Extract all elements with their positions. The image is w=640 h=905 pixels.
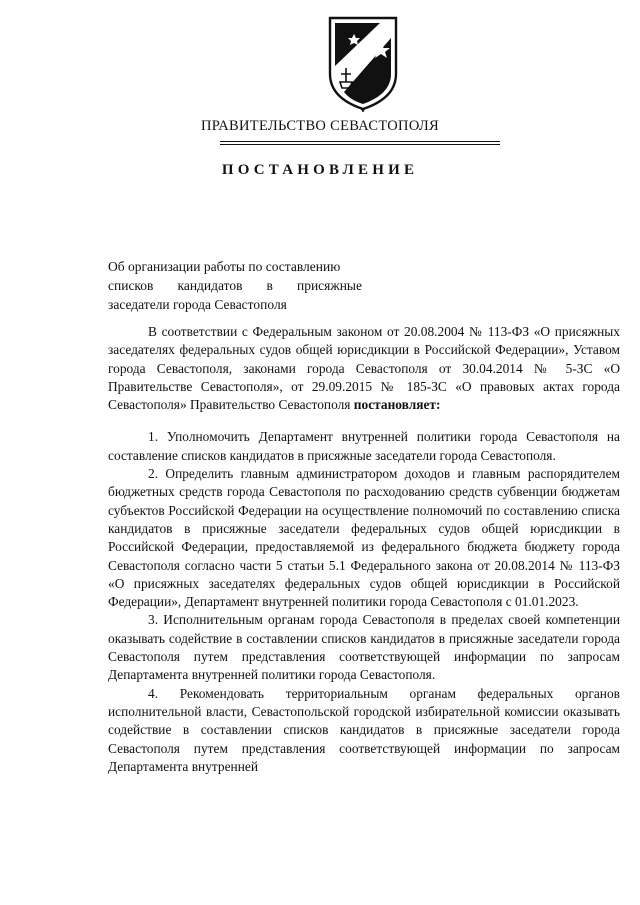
document-subject [108, 257, 362, 314]
preamble-text: В соответствии с Федеральным законом от 20.08.2004 № 113-ФЗ «О присяжных заседателях федеральных судов общей юрисдикции в Российской Федерации», Уставом города Севастополя, законами города Севастополя от 30.04.2014 № 5-ЗС «О Правительстве Севастополя», от 29.09.2015 № 185-ЗС «О правовых актах города Севастополя» Правительство Севастополя [108, 324, 620, 413]
clause-paragraph: 4. Рекомендовать территориальным органам федеральных органов исполнительной власти, Севастопольской городской избирательной комиссии оказывать содействие в составлении списков кандидатов в присяжные заседатели города Севастополя путем представления соответствующей информации по запросам Департамента внутренней [108, 685, 620, 774]
clause-paragraph: 3. Исполнительным органам города Севастополя в пределах своей компетенции оказывать содействие в составлении списков кандидатов в присяжные заседатели города Севастополя путем представления соответствующей информации по запросам Департамента внутренней политики города Севастополя. [108, 612, 620, 683]
clause-paragraph: 1. Уполномочить Департамент внутренней политики города Севастополя на составление списков кандидатов в присяжные заседатели города Севастополя. [108, 429, 620, 463]
resolution-verb: постановляет: [353, 397, 441, 413]
header-rule-bottom [220, 144, 500, 145]
subject-line: заседатели города Севастополя [108, 297, 287, 312]
document-type-title: ПОСТАНОВЛЕНИЕ [221, 162, 419, 178]
document-body [108, 323, 620, 776]
header-rule-top [220, 141, 500, 142]
sevastopol-coat-of-arms-icon [326, 14, 400, 112]
subject-line: списков кандидатов в присяжные [108, 278, 362, 293]
organization-name: ПРАВИТЕЛЬСТВО СЕВАСТОПОЛЯ [201, 118, 439, 134]
preamble-paragraph [108, 323, 620, 414]
clause-paragraph: 2. Определить главным администратором доходов и главным распорядителем бюджетных средств города Севастополя по расходованию средств субвенции бюджетам субъектов Российской Федерации на осуществление полномочий по составлению списка кандидатов в присяжные заседатели федеральных судов общей юрисдикции в Российской Федерации, предоставляемой из федерального бюджета бюджету города Севастополя согласно части 5 статьи 5.1 Федерального закона от 20.08.2014 № 113-ФЗ «О присяжных заседателях федеральных судов общей юрисдикции в Российской Федерации», Департамент внутренней политики города Севастополя с 01.01.2023. [108, 466, 620, 610]
subject-line: Об организации работы по составлению [108, 259, 341, 274]
